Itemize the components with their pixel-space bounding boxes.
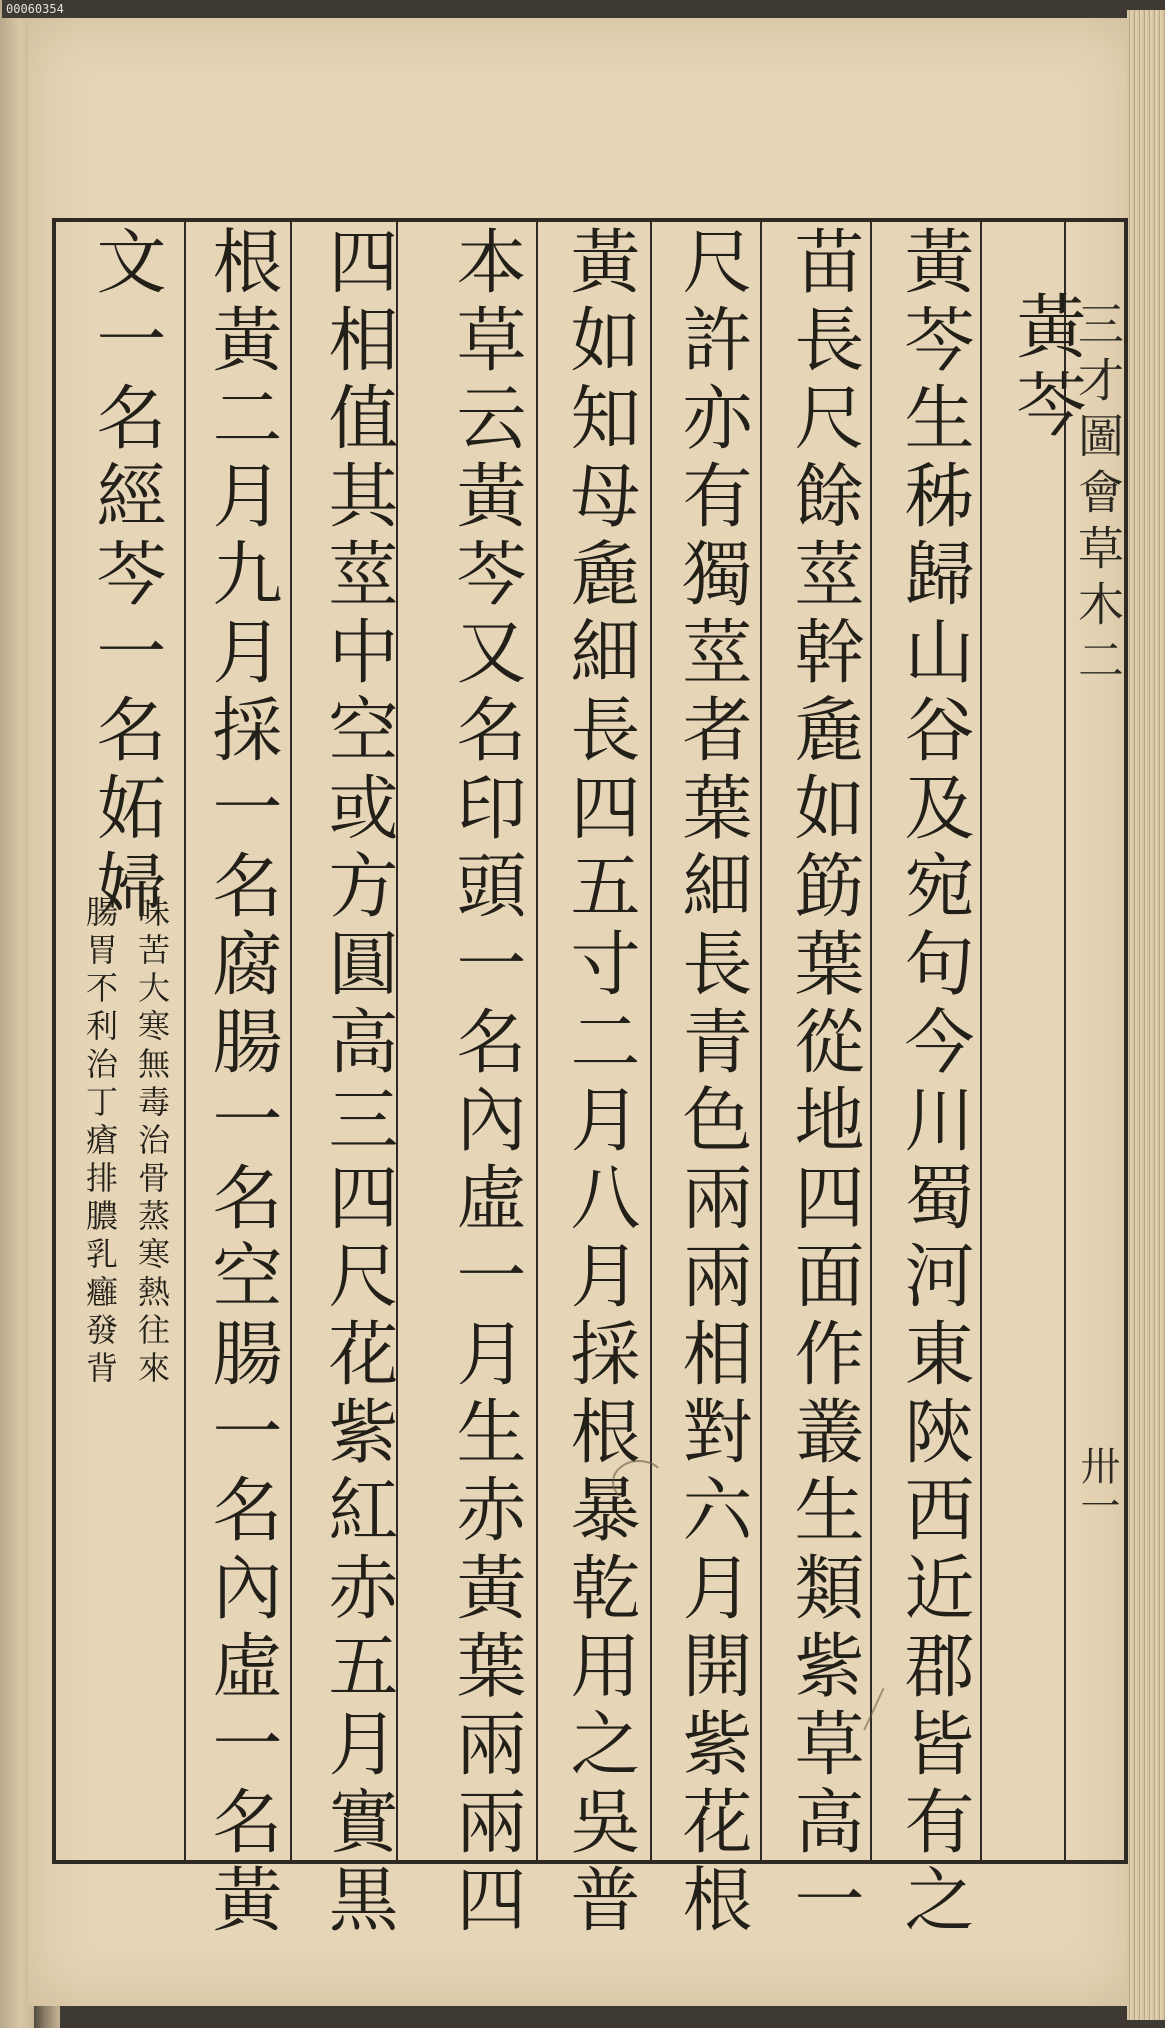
text-column-5: 本草云黃芩又名印頭一名內虛一月生赤黃葉兩兩四: [445, 225, 527, 1941]
column-rule: [650, 218, 652, 1860]
folio-title: 三才圖會草木二: [1071, 300, 1125, 692]
heading-column-rule: [980, 218, 982, 1860]
folio-page-number: 卅一: [1074, 1445, 1120, 1525]
stacked-page-edges: [1127, 10, 1165, 2020]
text-column-4: 黃如知母麁細長四五寸二月八月採根暴乾用之吳普: [559, 225, 641, 1941]
text-column-7: 根黃二月九月採一名腐腸一名空腸一名內虛一名黃: [201, 225, 283, 1941]
text-column-2: 苗長尺餘莖幹麁如筯葉從地四面作叢生類紫草高一: [783, 225, 865, 1941]
folio-column-rule: [1064, 218, 1066, 1860]
ink-mark: [612, 1460, 666, 1504]
text-column-1: 黃芩生秭歸山谷及宛句今川蜀河東陝西近郡皆有之: [893, 225, 975, 1941]
annotation-column-1: 味苦大寒無毒治骨蒸寒熱往來: [133, 895, 171, 1389]
column-rule: [536, 218, 538, 1860]
entry-heading: 黃芩: [1005, 290, 1087, 446]
column-rule: [290, 218, 292, 1860]
text-column-3: 尺許亦有獨莖者葉細長青色兩兩相對六月開紫花根: [671, 225, 753, 1941]
column-rule: [184, 218, 186, 1860]
page-stamp: 00060354: [2, 0, 68, 18]
text-column-6: 四相值其莖中空或方圓高三四尺花紫紅赤五月實黒: [317, 225, 399, 1941]
column-rule: [760, 218, 762, 1860]
text-column-8: 文一名經芩一名妬婦: [85, 225, 167, 927]
annotation-column-2: 腸胃不利治丁瘡排膿乳癰發背: [81, 895, 119, 1389]
column-rule: [870, 218, 872, 1860]
